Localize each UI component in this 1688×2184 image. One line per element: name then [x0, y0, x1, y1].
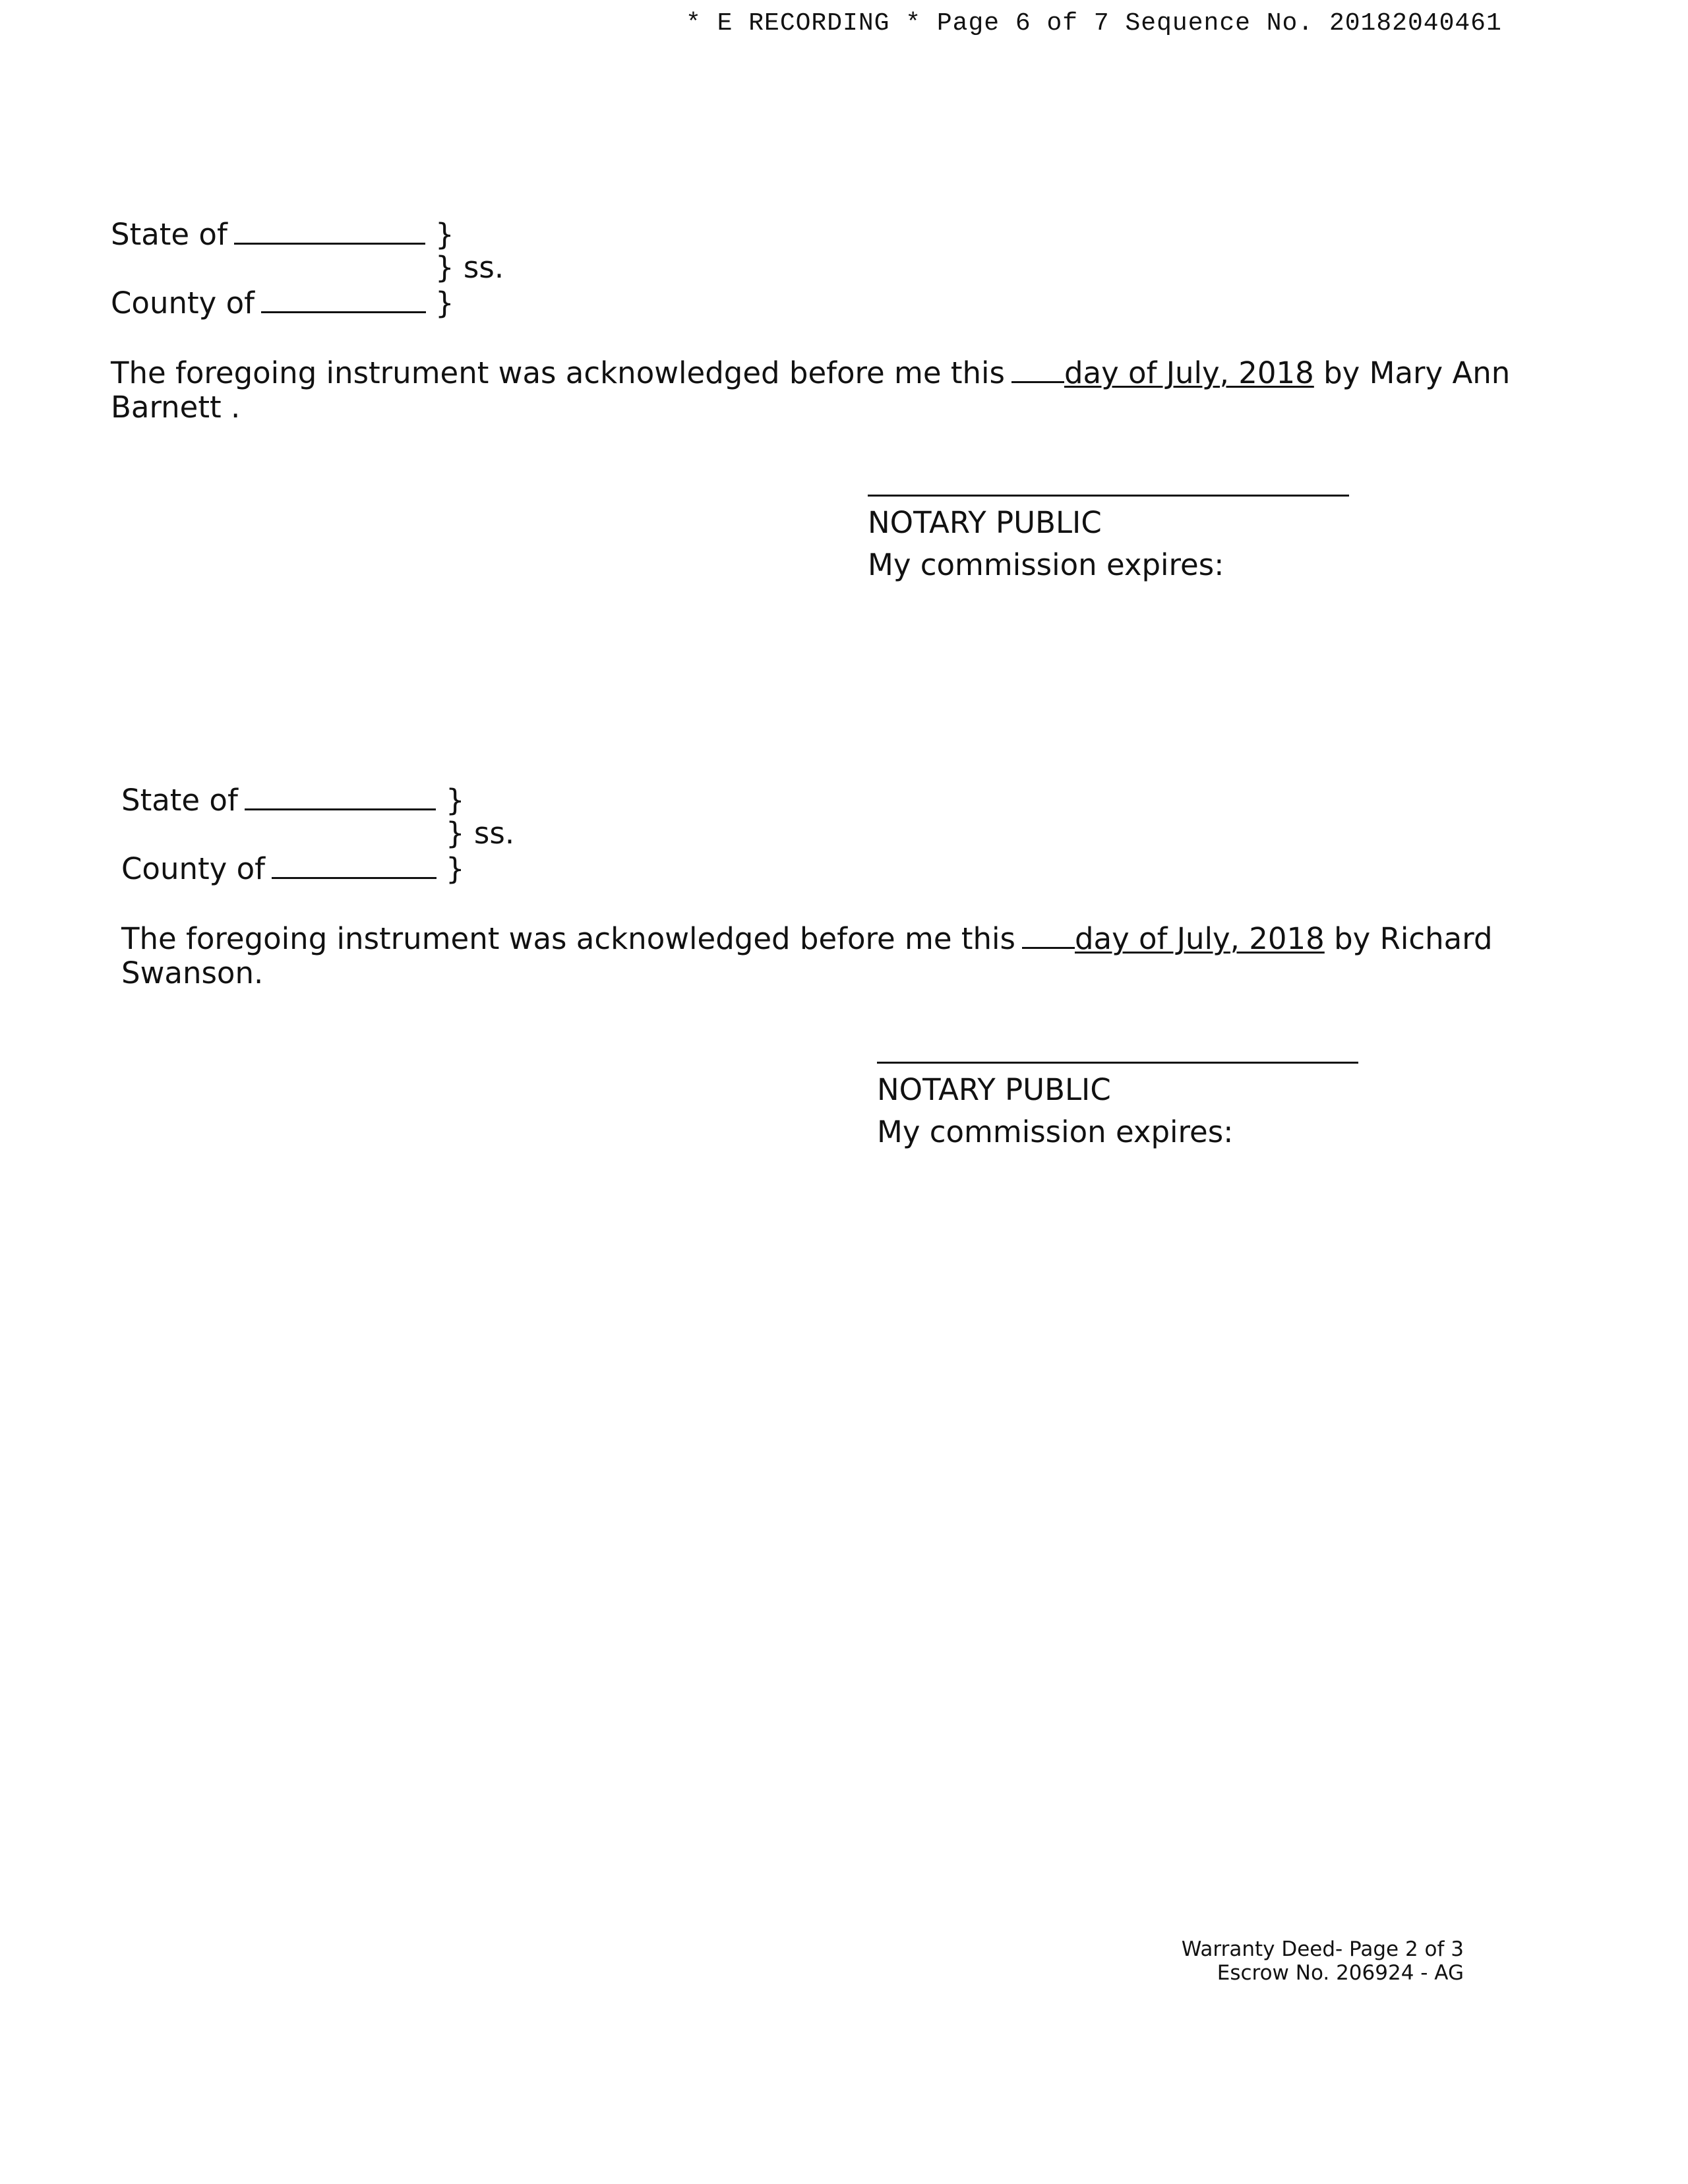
- signer-name-line1: Mary Ann: [1369, 355, 1511, 390]
- state-of-label: State of: [111, 217, 227, 252]
- state-blank: [245, 783, 436, 810]
- day-blank: [1022, 922, 1075, 949]
- brace-bottom: }: [435, 286, 454, 320]
- signature-line: [877, 1062, 1358, 1064]
- acknowledgment-paragraph: [111, 355, 1511, 390]
- state-of-label: State of: [121, 783, 238, 818]
- commission-expires-label: My commission expires:: [868, 547, 1224, 582]
- acknowledgment-text: The foregoing instrument was acknowledged before me this: [121, 921, 1015, 956]
- county-of-label: County of: [111, 286, 255, 320]
- notary-signature-block-1: [868, 495, 1349, 586]
- date-text: day of July, 2018: [1074, 921, 1325, 956]
- date-text: day of July, 2018: [1064, 355, 1314, 390]
- state-blank: [234, 218, 425, 245]
- signer-name-line1: Richard: [1379, 921, 1493, 956]
- commission-expires-label: My commission expires:: [877, 1114, 1234, 1149]
- county-of-label: County of: [121, 851, 265, 886]
- brace-bottom: }: [446, 851, 465, 886]
- notary-public-label: NOTARY PUBLIC: [868, 505, 1102, 540]
- day-blank: [1011, 356, 1064, 383]
- signature-line: [868, 495, 1349, 497]
- footer-escrow-number: Escrow No. 206924 - AG: [1217, 1961, 1464, 1985]
- county-blank: [261, 286, 426, 313]
- by-label: by: [1323, 355, 1360, 390]
- county-blank: [272, 852, 437, 879]
- footer-doc-page: Warranty Deed- Page 2 of 3: [1181, 1937, 1464, 1961]
- by-label: by: [1334, 921, 1371, 956]
- brace-top: }: [435, 217, 454, 252]
- ss-label: } ss.: [435, 250, 504, 285]
- acknowledgment-paragraph: [121, 921, 1493, 956]
- state-of-row: [111, 218, 425, 252]
- brace-top: }: [446, 783, 465, 818]
- signer-name-line2: Barnett .: [111, 390, 241, 425]
- county-of-row: [111, 286, 426, 320]
- signer-name-line2: Swanson.: [121, 956, 264, 990]
- notary-public-label: NOTARY PUBLIC: [877, 1072, 1111, 1107]
- page-footer: [1182, 1937, 1464, 1985]
- recording-header: * E RECORDING * Page 6 of 7 Sequence No. 20182040461: [686, 9, 1502, 38]
- state-of-row: [121, 783, 436, 818]
- acknowledgment-text: The foregoing instrument was acknowledged before me this: [111, 355, 1005, 390]
- county-of-row: [121, 852, 437, 886]
- ss-label: } ss.: [446, 816, 515, 851]
- notary-signature-block-2: [877, 1062, 1358, 1153]
